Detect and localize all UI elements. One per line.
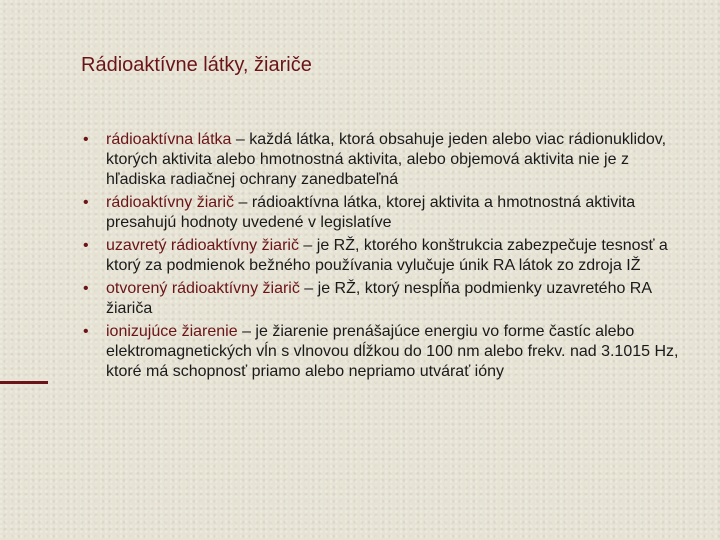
definition-text: – je RŽ, ktorý nespĺňa podmienky uzavretého RA žiariča	[106, 280, 652, 317]
bullet-list	[80, 130, 680, 385]
term-label: rádioaktívna látka	[106, 131, 232, 148]
definition-text: – je žiarenie prenášajúce energiu vo forme častíc alebo elektromagnetických vĺn s vlnovou dĺžkou do 100 nm alebo frekv. nad 3.1015 Hz, ktoré má schopnosť priamo alebo nepriamo utvárať ióny	[106, 323, 679, 380]
definition-text: – je RŽ, ktorého konštrukcia zabezpečuje tesnosť a ktorý za podmienok bežného používania vylučuje únik RA látok zo zdroja IŽ	[106, 237, 668, 274]
slide-title: Rádioaktívne látky, žiariče	[81, 54, 312, 76]
bullet-item-radioactive-substance	[80, 130, 680, 190]
accent-bar	[0, 381, 48, 384]
bullet-item-sealed-emitter	[80, 236, 680, 276]
term-label: otvorený rádioaktívny žiarič	[106, 280, 300, 297]
definition-text: – každá látka, ktorá obsahuje jeden alebo viac rádionuklidov, ktorých aktivita alebo hmotnostná aktivita, alebo objemová aktivita nie je z hľadiska radiačnej ochrany zanedbateľná	[106, 131, 667, 188]
bullet-item-ionizing-radiation	[80, 322, 680, 382]
definition-text: – rádioaktívna látka, ktorej aktivita a hmotnostná aktivita presahujú hodnoty uvedené v legislatíve	[106, 194, 636, 231]
term-label: ionizujúce žiarenie	[106, 323, 238, 340]
term-label: rádioaktívny žiarič	[106, 194, 235, 211]
bullet-item-open-emitter	[80, 279, 680, 319]
bullet-item-radioactive-emitter	[80, 193, 680, 233]
term-label: uzavretý rádioaktívny žiarič	[106, 237, 299, 254]
